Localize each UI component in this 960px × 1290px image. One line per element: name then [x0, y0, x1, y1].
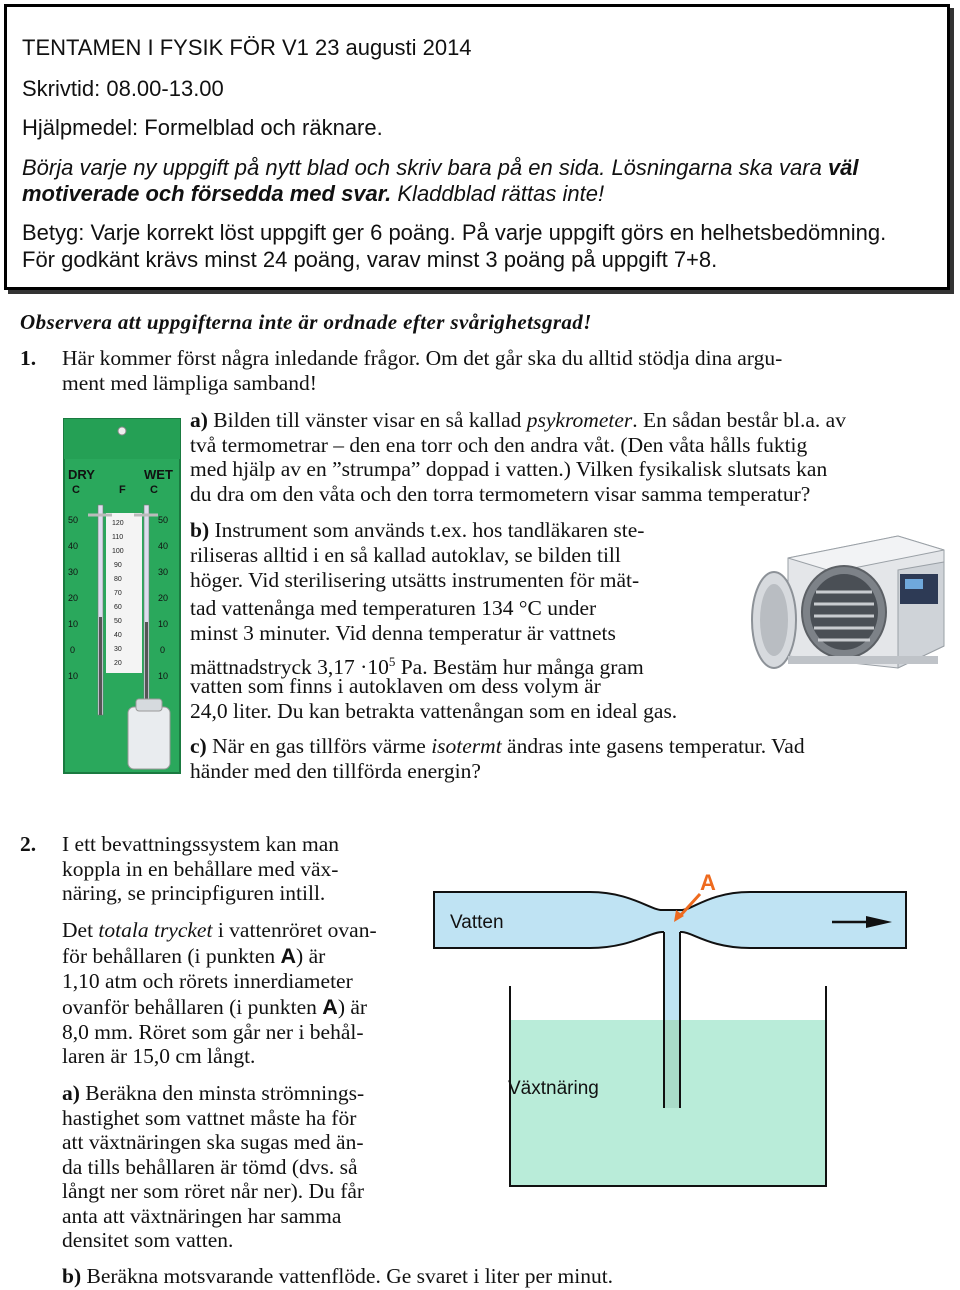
autoclave-base	[788, 656, 938, 664]
q2-p1-line-3: näring, se principfiguren intill.	[62, 881, 326, 905]
q2-p1-line-2: koppla in en behållare med väx-	[62, 857, 339, 881]
q1c-label: c)	[190, 734, 207, 758]
exam-time: Skrivtid: 08.00-13.00	[22, 76, 224, 101]
q1b-line-2: riliseras alltid i en så kallad autoklav, se bilden till	[190, 543, 621, 567]
difficulty-note: Observera att uppgifterna inte är ordnade efter svårighetsgrad!	[20, 310, 592, 334]
grading-line-1: Betyg: Varje korrekt löst uppgift ger 6 poäng. På varje uppgift görs en helhetsbedömning.	[22, 220, 887, 245]
instructions-text: Börja varje ny uppgift på nytt blad och skriv bara på en sida. Lösningarna ska vara	[22, 155, 822, 180]
q2-p2-line-4	[62, 995, 414, 1020]
tick: 50	[158, 515, 169, 525]
tick: 10	[158, 671, 169, 681]
point-a-ref: A	[280, 944, 297, 968]
tick: 90	[114, 562, 122, 569]
board-top	[64, 419, 180, 459]
tick: 70	[114, 590, 122, 597]
q1b-line-8: 24,0 liter. Du kan betrakta vattenångan som en ideal gas.	[190, 699, 678, 723]
tick: 10	[68, 671, 79, 681]
q2a-text: Beräkna den minsta strömnings-	[79, 1081, 365, 1105]
q1-intro-2: ment med lämpliga samband!	[62, 371, 317, 395]
tick: 30	[68, 567, 79, 577]
tube-in-liquid	[664, 1020, 680, 1108]
q1a-line-3: med hjälp av en ”strumpa” doppad i vatten.) Vilken fysikalisk slutsats kan	[190, 457, 828, 481]
q1a-text: Bilden till vänster visar en så kallad	[207, 408, 527, 432]
instructions-line-2	[22, 181, 604, 207]
q2-p2-line-5: 8,0 mm. Röret som går ner i behål-	[62, 1020, 364, 1044]
q2-text: Det	[62, 918, 99, 942]
q1b-text: Instrument som används t.ex. hos tandläkaren ste-	[209, 518, 645, 542]
water-label: Vatten	[450, 912, 504, 933]
header-box	[4, 4, 950, 290]
q1a-line-4: du dra om den våta och den torra termometern visar samma temperatur?	[190, 482, 811, 506]
fahrenheit-label: F	[119, 484, 126, 496]
q2a-line-7: densitet som vatten.	[62, 1228, 234, 1252]
q2-text: ovanför behållaren (i punkten	[62, 995, 323, 1019]
instructions-rest: Kladdblad rättas inte!	[391, 181, 605, 206]
q2a-line-3: att växtnäringen ska sugas med än-	[62, 1130, 364, 1154]
dry-column	[99, 617, 102, 715]
q1b-line-4: tad vattenånga med temperaturen 134 °C under	[190, 596, 597, 620]
q2b-text: Beräkna motsvarande vattenflöde. Ge svaret i liter per minut.	[81, 1264, 614, 1288]
tick: 10	[68, 619, 79, 629]
q2a-line-1	[62, 1081, 414, 1106]
tick: 20	[158, 593, 169, 603]
q2a-label: a)	[62, 1081, 80, 1105]
dry-label: DRY	[68, 467, 95, 482]
q1a-label: a)	[190, 408, 208, 432]
tick: 50	[114, 618, 122, 625]
q1b-line-3: höger. Vid sterilisering utsätts instrumenten för mät-	[190, 568, 640, 592]
q2-p2-line-2	[62, 944, 414, 969]
bottle-cap	[136, 699, 162, 711]
q1b-pressure-text: mättnadstryck 3,17 ·10	[190, 655, 389, 680]
q1a-line-1	[190, 408, 936, 433]
q1b-pressure-unit: Pa. Bestäm hur många gram	[395, 655, 644, 680]
tick: 80	[114, 576, 122, 583]
q1-number: 1.	[20, 346, 37, 370]
q2-p2-line-1	[62, 918, 414, 943]
tick: 60	[114, 604, 122, 611]
instructions-emphasis-2: motiverade och försedda med svar.	[22, 181, 392, 206]
q2a-line-5: långt ner som röret når ner). Du får	[62, 1179, 365, 1203]
wet-label: WET	[144, 467, 173, 482]
q2-p2-line-6: laren är 15,0 cm långt.	[62, 1044, 256, 1068]
irrigation-figure	[430, 866, 912, 1196]
tick: 0	[160, 645, 166, 655]
tick: 110	[112, 534, 124, 541]
exam-title: TENTAMEN I FYSIK FÖR V1 23 augusti 2014	[22, 35, 472, 60]
q1c-text-end: ändras inte gasens temperatur. Vad	[501, 734, 805, 758]
tick: 50	[68, 515, 79, 525]
q1b-label: b)	[190, 518, 210, 542]
q1a-emphasis: psykrometer	[526, 408, 633, 432]
q2-text: för behållaren (i punkten	[62, 944, 281, 968]
point-a-ref: A	[322, 995, 338, 1019]
q2a-line-4: da tills behållaren är tömd (dvs. så	[62, 1155, 358, 1179]
q1b-exponent: 5	[388, 654, 396, 669]
hanging-hole	[118, 427, 126, 435]
display	[905, 579, 923, 589]
q2-text-end: ) är	[337, 995, 368, 1019]
tick: 0	[70, 645, 76, 655]
tick: 40	[158, 541, 169, 551]
q1c-emphasis: isotermt	[431, 734, 502, 758]
tick: 20	[114, 660, 122, 667]
autoclave-image	[748, 528, 948, 688]
celsius-right-label: C	[150, 484, 158, 496]
q2-text-end: i vattenröret ovan-	[212, 918, 377, 942]
tick: 120	[112, 520, 124, 527]
grading-line-2: För godkänt krävs minst 24 poäng, varav minst 3 poäng på uppgift 7+8.	[22, 247, 718, 272]
tick: 40	[68, 541, 79, 551]
psychrometer-image	[62, 417, 184, 777]
q1c-line-1	[190, 734, 936, 759]
q1a-line-2: två termometrar – den ena torr och den andra våt. (Den våta hålls fuktig	[190, 433, 808, 457]
q1c-line-2: händer med den tillförda energin?	[190, 759, 481, 783]
tick: 40	[114, 632, 122, 639]
q2b-label: b)	[62, 1264, 82, 1288]
instructions-line-1	[22, 155, 859, 181]
q2-emphasis: totala trycket	[98, 918, 213, 942]
q1a-text-end: . En sådan består bl.a. av	[632, 408, 846, 432]
q2a-line-6: anta att växtnäringen har samma	[62, 1204, 342, 1228]
exam-aids: Hjälpmedel: Formelblad och räknare.	[22, 115, 383, 140]
nutrient-label: Växtnäring	[508, 1078, 599, 1099]
celsius-left-label: C	[72, 484, 80, 496]
tick: 30	[158, 567, 169, 577]
q2a-line-2: hastighet som vattnet måste ha för	[62, 1106, 357, 1130]
q2-p1-line-1: I ett bevattningssystem kan man	[62, 832, 340, 856]
q1b-line-5: minst 3 minuter. Vid denna temperatur är vattnets	[190, 621, 616, 645]
q2-text-end: ) är	[296, 944, 326, 968]
door-seal	[760, 584, 788, 656]
q2b-line	[62, 1264, 613, 1289]
point-a-label: A	[700, 870, 716, 895]
q2-number: 2.	[20, 832, 37, 856]
instructions-emphasis: väl	[827, 155, 859, 180]
tick: 30	[114, 646, 122, 653]
q1b-line-7: vatten som finns i autoklaven om dess volym är	[190, 674, 601, 698]
tick: 20	[68, 593, 79, 603]
water-bottle	[128, 707, 170, 769]
q2-p2-line-3: 1,10 atm och rörets innerdiameter	[62, 969, 353, 993]
tick: 100	[112, 548, 124, 555]
q1c-text: När en gas tillförs värme	[206, 734, 432, 758]
q1b-line-1	[190, 518, 718, 543]
tick: 10	[158, 619, 169, 629]
q1-intro-1: Här kommer först några inledande frågor. Om det går ska du alltid stödja dina argu-	[62, 346, 783, 370]
